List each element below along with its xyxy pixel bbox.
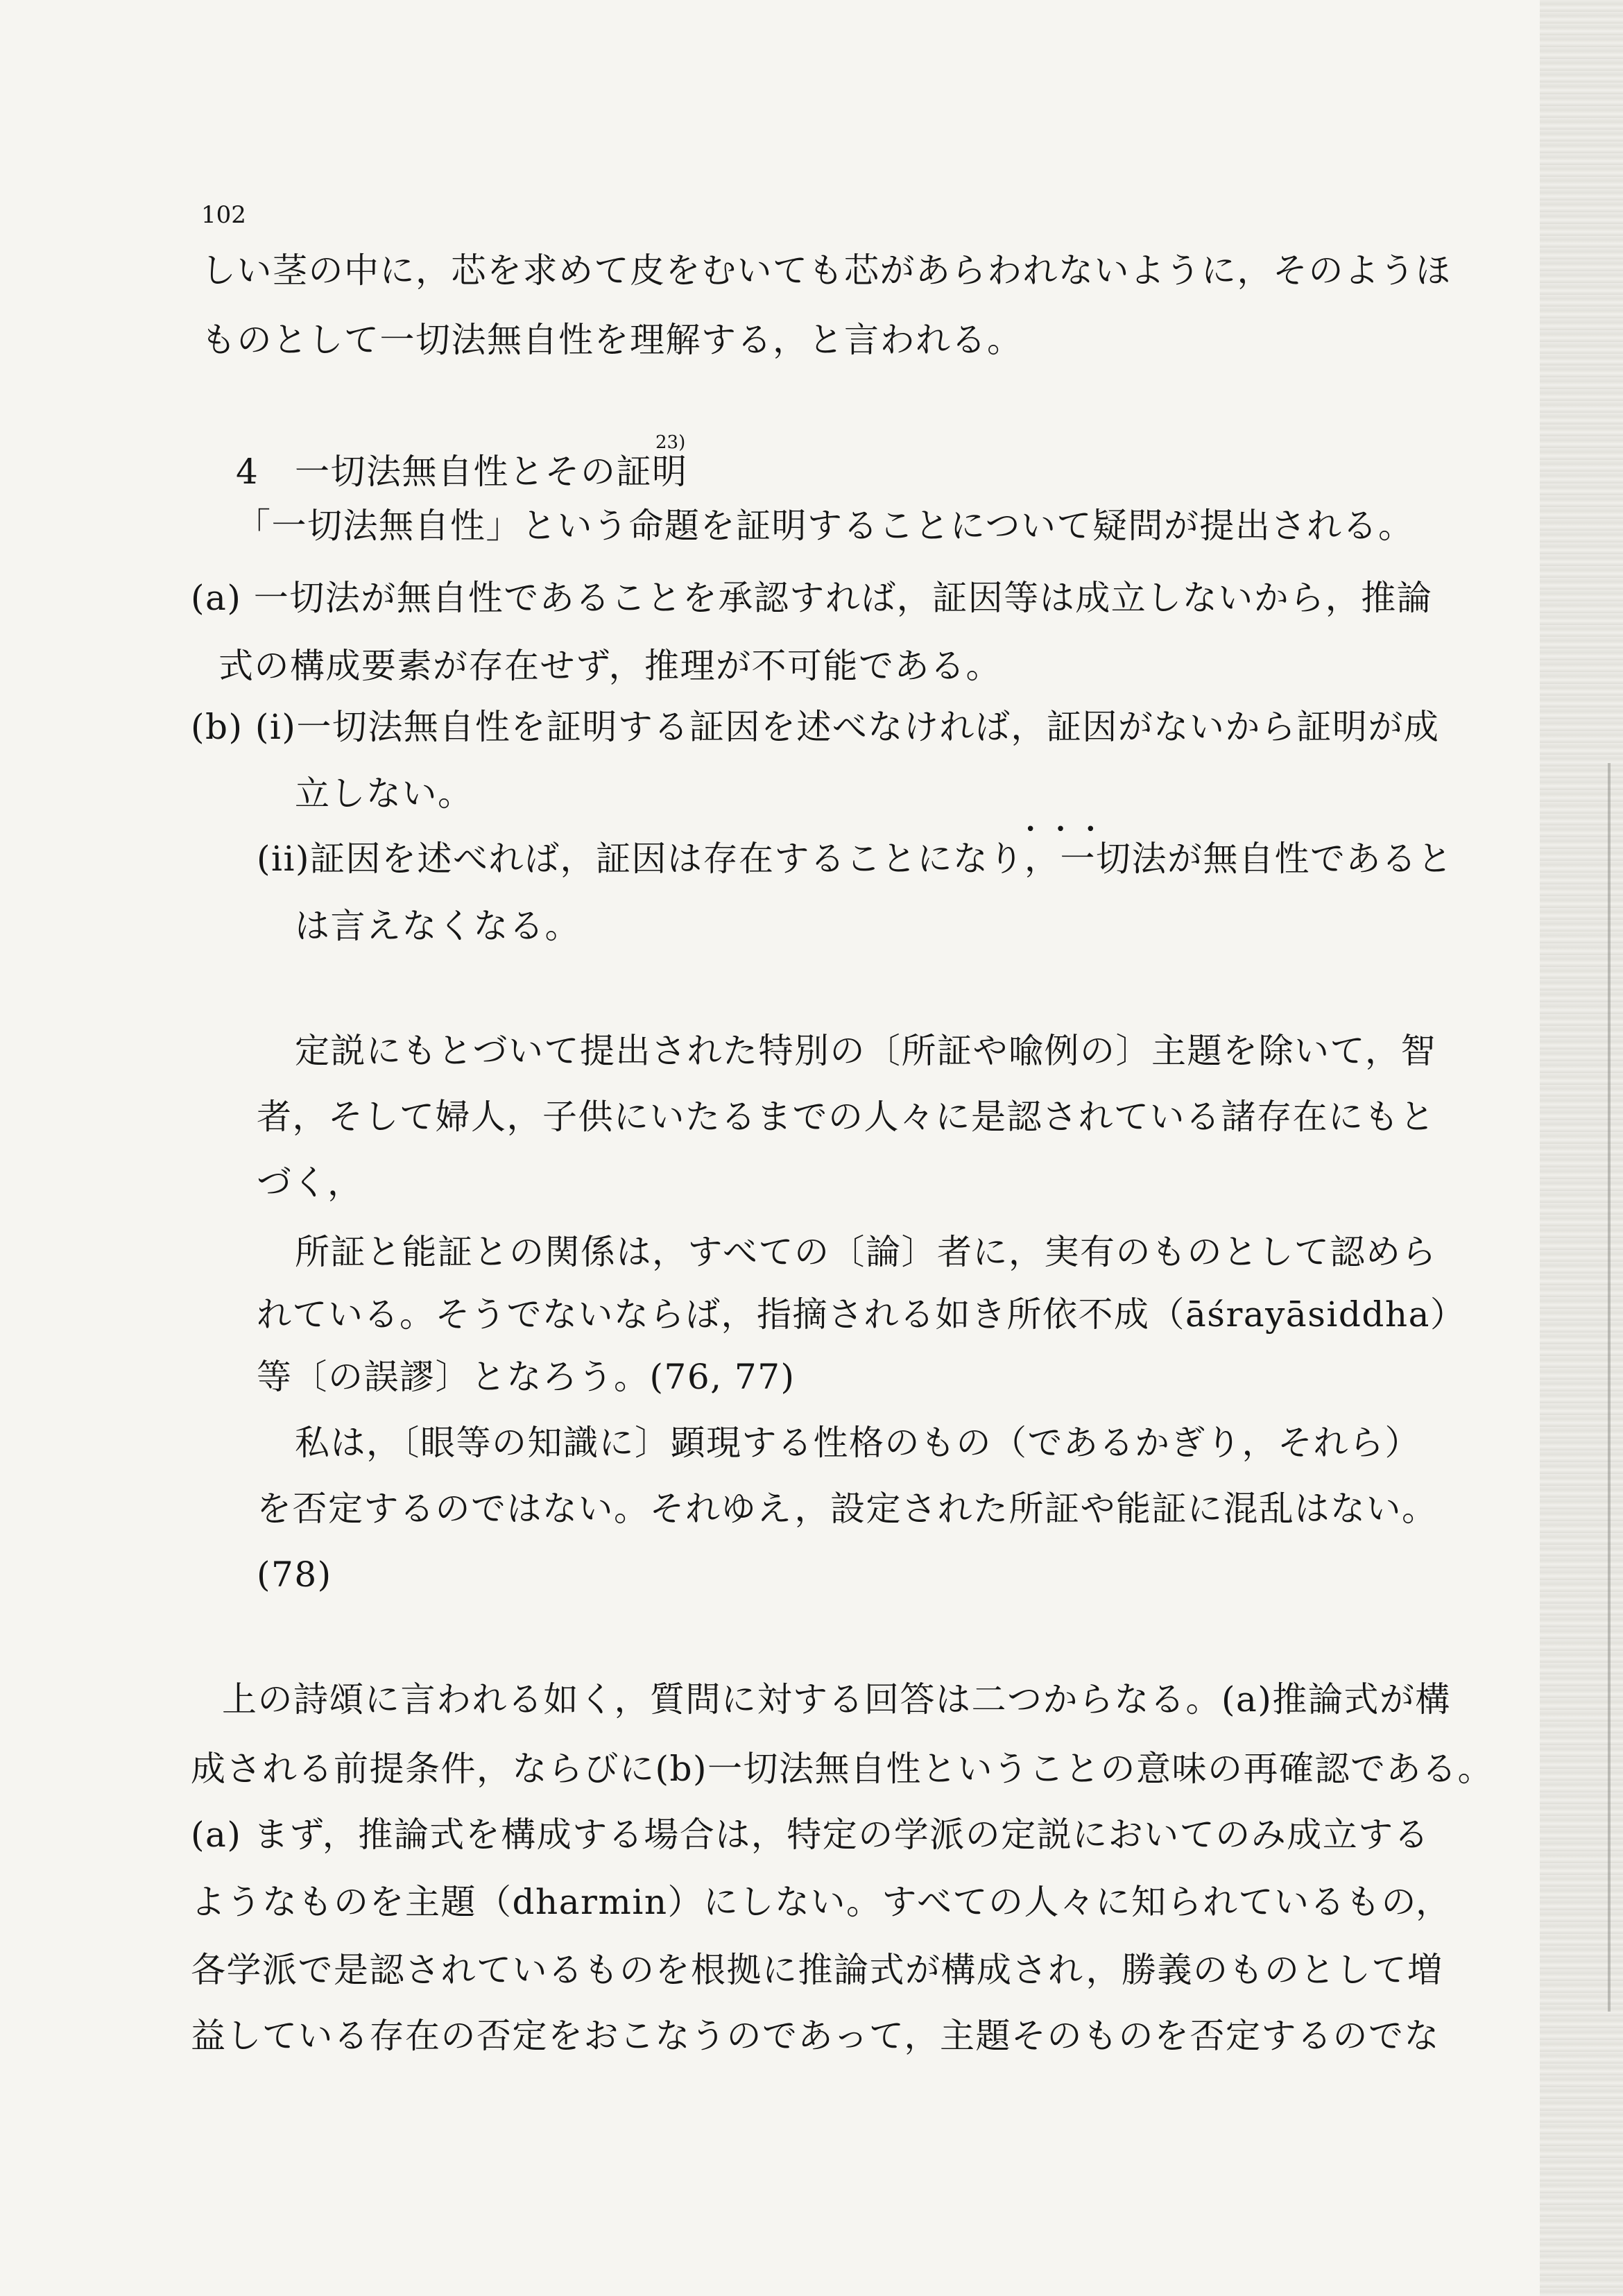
answer-line-1: 上の詩頌に言われる如く，質問に対する回答は二つからなる。(a)推論式が構 (222, 1679, 1451, 1720)
question-line-6: (ii)証因を述べれば，証因は存在することになり，一切法が無自性であると (257, 839, 1453, 879)
question-line-3: 式の構成要素が存在せず，推理が不可能である。 (218, 646, 1002, 686)
section-title: 一切法無自性とその証明 (295, 452, 688, 492)
question-line-4: (b) (i)一切法無自性を証明する証因を述べなければ，証因がないから証明が成 (191, 707, 1440, 747)
scan-edge-shadow (1540, 0, 1623, 2296)
quote-line-6: 等〔の誤謬〕となろう。(76, 77) (257, 1357, 796, 1397)
quote-line-7: 私は，〔眼等の知識に〕顕現する性格のもの（であるかぎり，それら） (295, 1423, 1420, 1463)
answer-line-5: 各学派で是認されているものを根拠に推論式が構成され，勝義のものとして増 (191, 1950, 1443, 1990)
question-line-7: は言えなくなる。 (295, 906, 581, 946)
emphasis-dots: ••• (1025, 819, 1116, 840)
section-number: 4 (236, 452, 259, 492)
answer-line-2: 成される前提条件，ならびに(b)一切法無自性ということの意味の再確認である。 (191, 1749, 1494, 1789)
question-line-5: 立しない。 (295, 773, 474, 814)
question-line-2: (a) 一切法が無自性であることを承認すれば，証因等は成立しないから，推論 (191, 578, 1433, 618)
quote-line-2: 者，そして婦人，子供にいたるまでの人々に是認されている諸存在にもと (257, 1097, 1436, 1137)
answer-line-3: (a) まず，推論式を構成する場合は，特定の学派の定説においてのみ成立する (191, 1815, 1430, 1855)
quote-line-8: を否定するのではない。それゆえ，設定された所証や能証に混乱はない。 (257, 1489, 1438, 1529)
answer-line-6: 益している存在の否定をおこなうのであって，主題そのものを否定するのでな (191, 2016, 1440, 2056)
quote-line-9: (78) (257, 1554, 332, 1595)
intro-line-2: ものとして一切法無自性を理解する，と言われる。 (201, 320, 1023, 360)
scan-edge-line (1608, 763, 1611, 2012)
page-number: 102 (201, 201, 246, 229)
intro-line-1: しい茎の中に，芯を求めて皮をむいても芯があらわれないように，そのようほ (201, 250, 1452, 291)
quote-line-5: れている。そうでないならば，指摘される如き所依不成（āśrayāsiddha） (257, 1294, 1466, 1335)
quote-line-3: づく， (257, 1163, 363, 1203)
question-line-1: 「一切法無自性」という命題を証明することについて疑問が提出される。 (236, 506, 1414, 546)
footnote-ref: 23) (655, 432, 686, 453)
quote-line-1: 定説にもとづいて提出された特別の〔所証や喩例の〕主題を除いて，智 (295, 1031, 1436, 1071)
quote-line-4: 所証と能証との関係は，すべての〔論〕者に，実有のものとして認めら (295, 1232, 1437, 1272)
answer-line-4: ようなものを主題（dharmin）にしない。すべての人々に知られているもの， (191, 1882, 1452, 1922)
